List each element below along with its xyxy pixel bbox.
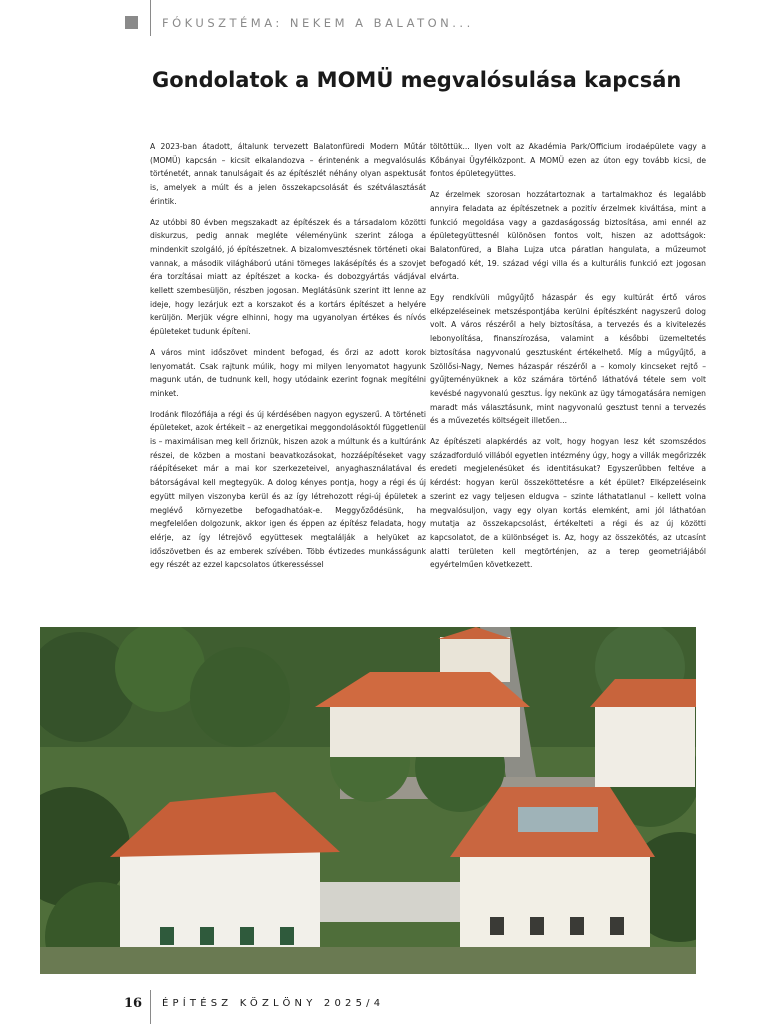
paragraph: A 2023-ban átadott, általunk tervezett Balatonfüredi Modern Műtár (MOMÜ) kapcsán – kicsit elkalandozva – érintenénk a megvalósulás történetét, annak tanulságait és az építészlét néhány olyan aspektusát is, amelyek a múlt és a jelen összekapcsolását és szétválasztását érintik. bbox=[150, 142, 426, 206]
page-number: 16 bbox=[124, 996, 143, 1011]
section-marker-square bbox=[125, 16, 138, 29]
paragraph: Az érzelmek szorosan hozzátartoznak a tartalmakhoz és legalább annyira feladata az építészetnek a pozitív érzelmek kiváltása, mint a funkció megoldása vagy a gazdaságosság biztosítása, ami ennél az épületegyüttesnél különösen fontos volt, hiszen az adottságok: Balatonfüred, a Blaha Lujza utca páratlan hangulata, a műzeumot befogadó két, 19. század végi villa és a kulturális funkció ezt jogosan elvárta. bbox=[430, 190, 706, 282]
paragraph: Egy rendkívüli műgyűjtő házaspár és egy kultúrát értő város elképzeléseinek metszéspontjába kerülni építészként nagyszerű dolog volt. A város részéről a hely biztosítása, a tervezés és a kivitelezés lebonyolítása, finanszírozása, valamint a későbbi üzemeltetés biztosítása nagyvonalú gesztusként értékelhető. Míg a műgyűjtő, a Szöllősi-Nagy, Nemes házaspár részéről a – komoly kincseket rejtő – gyűjteményüknek a köz számára történő láthatóvá tétele sem volt kevésbé nagyvonalú gesztus. Így nekünk az ügy támogatására nemigen maradt más választásunk, mint nagyvonalú gesztust tenni a tervezés és a művezetés költségeit illetően... bbox=[430, 293, 706, 426]
article-column-left bbox=[150, 140, 426, 579]
aerial-photo-museum-villas bbox=[40, 627, 696, 974]
paragraph: Az utóbbi 80 évben megszakadt az építészek és a társadalom közötti diskurzus, pedig annak megléte véleményünk szerint záloga a mindenkit szolgáló, jó építészetnek. A bizalomvesztésnek történeti okai vannak, a második világháború utáni tömeges lakásépítés és a szovjet éra torzításai miatt az építészet a kocka- és dobozgyártás vádjával kellett szembesüljön, részben jogosan. Meglátásünk szerint itt lenne az ideje, hogy lezárjuk ezt a korszakot és a kortárs építészet a helyére kerüljön. Merjük végre elhinni, hogy ma ugyanolyan értékes és nívós épületeket tudunk építeni. bbox=[150, 217, 426, 337]
paragraph: Irodánk filozófiája a régi és új kérdésében nagyon egyszerű. A történeti épületeket, azok értékeit – az energetikai meggondolásoktól függetlenül is – maximálisan meg kell őriznük, hiszen azok a múltunk és a kultúránk részei, de közben a mostani beavatkozásokat, hozzáépítéseket vagy ráépítéseket már a mai kor szerkezeteivel, anyaghasználatával és bátorságával kell megtegyük. A dolog kényes pontja, hogy a régi és új együtt milyen viszonyba kerül és az így létrehozott régi-új épületek a meglévő környezetbe befogadhatóak-e. Meggyőződésünk, ha megfelelően dolgozunk, akkor igen és éppen az építész feladata, hogy elérje, az így létrejövő együttesek megtalálják a helyüket az időszövetben és az emberek szívében. Több évtizedes munkásságunk egy részét az ezzel kapcsolatos útkeresséssel bbox=[150, 409, 426, 570]
article-column-right bbox=[430, 140, 706, 579]
paragraph: töltöttük... Ilyen volt az Akadémia Park/Officium irodaépülete vagy a Kőbányai Ügyfélközpont. A MOMÜ ezen az úton egy tovább kicsi, de fontos épületegyüttes. bbox=[430, 142, 706, 179]
header-divider bbox=[150, 0, 151, 36]
footer-divider bbox=[150, 990, 151, 1024]
paragraph: Az építészeti alapkérdés az volt, hogy hogyan lesz két szomszédos századforduló villából egyetlen intézmény úgy, hogy a villák megőrizzék eredeti megjelenésüket és identitásukat? Egyszerűbben feltéve a kérdést: hogyan kerül összeköttetésre a két épület? Elképzeléseink szerint ez vagy teljesen eldugva – szinte láthatatlanul – kellett volna megvalósuljon, vagy egy olyan kortás elemként, ami jól láthatóan mutatja az összekapcsolást, értékelteti a régi és az új közötti kapcsolatot, de a különbséget is. Az, hogy az összekötés, az utcasínt alatti területen kell megtörténjen, az a terep geometriájából egyértelműen következett. bbox=[430, 437, 706, 570]
section-header: FÓKUSZTÉMA: NEKEM A BALATON... bbox=[162, 16, 474, 30]
article-title: Gondolatok a MOMÜ megvalósulása kapcsán bbox=[152, 68, 682, 92]
publication-name: ÉPÍTÉSZ KÖZLÖNY 2025/4 bbox=[162, 998, 385, 1009]
paragraph: A város mint időszövet mindent befogad, és őrzi az adott korok lenyomatát. Csak rajtunk múlik, hogy mi milyen lenyomatot hagyunk magunk után, de tudnunk kell, hogy utódaink ezerint fognak megítélni minket. bbox=[150, 347, 426, 398]
